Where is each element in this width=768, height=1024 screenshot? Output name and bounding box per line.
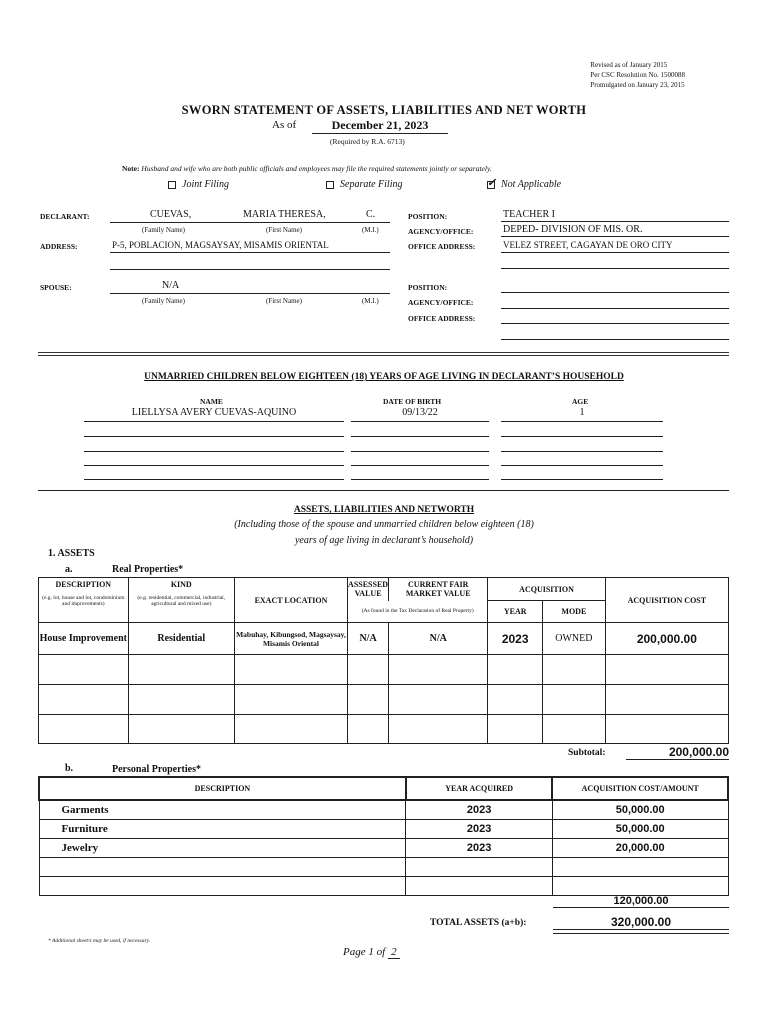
child-row-line: [351, 479, 489, 480]
personal-cost-header: ACQUISITION COST/AMOUNT: [552, 777, 728, 800]
revision-line: Per CSC Resolution No. 1500088: [590, 71, 685, 79]
table-cell: [389, 655, 488, 685]
separate-filing-checkbox[interactable]: [326, 181, 334, 189]
child-row-line: [351, 465, 489, 466]
table-row: [39, 819, 728, 838]
joint-filing-label: Joint Filing: [182, 179, 229, 190]
separate-filing-label: Separate Filing: [340, 179, 403, 190]
personal-row-year: 2023: [406, 800, 553, 819]
spouse-agency-label: AGENCY/OFFICE:: [408, 298, 474, 307]
real-mode-header: MODE: [543, 601, 606, 623]
child-row-line: [84, 436, 344, 437]
assets-heading: 1. ASSETS: [48, 548, 95, 559]
table-cell: [552, 857, 728, 876]
revision-line: Revised as of January 2015: [590, 61, 668, 69]
address-label: ADDRESS:: [40, 242, 78, 251]
child-row-line: [501, 436, 663, 437]
children-name-header: NAME: [200, 397, 223, 406]
form-title: SWORN STATEMENT OF ASSETS, LIABILITIES AND NET WORTH: [181, 103, 587, 117]
children-dob-header: DATE OF BIRTH: [383, 397, 442, 406]
table-cell: [234, 715, 347, 744]
real-row-kind: Residential: [128, 623, 234, 655]
child-row-line: [84, 451, 344, 452]
real-properties-heading: Real Properties*: [112, 564, 184, 575]
personal-year-header: YEAR ACQUIRED: [406, 777, 553, 800]
table-cell: [348, 685, 389, 715]
table-row: [39, 715, 729, 744]
declarant-mi: C.: [366, 209, 376, 220]
not-applicable-option[interactable]: [487, 179, 561, 190]
table-row: [39, 800, 728, 819]
assets-section-subtitle-2: years of age living in declarant’s household): [294, 535, 474, 546]
divider: [38, 352, 729, 353]
personal-row-cost: 50,000.00: [552, 819, 728, 838]
child-row-line: [84, 465, 344, 466]
declarant-office-address: VELEZ STREET, CAGAYAN DE ORO CITY: [503, 240, 673, 250]
child-dob: 09/13/22: [402, 407, 438, 418]
declarant-position: TEACHER I: [503, 209, 555, 220]
table-cell: [39, 655, 129, 685]
table-cell: [406, 857, 553, 876]
divider: [38, 490, 729, 491]
children-age-header: AGE: [572, 397, 589, 406]
declarant-family-name: CUEVAS,: [150, 209, 192, 220]
personal-properties-heading: Personal Properties*: [112, 764, 201, 775]
table-row: [39, 876, 728, 895]
table-cell: [389, 715, 488, 744]
spouse-label: SPOUSE:: [40, 283, 72, 292]
real-properties-letter: a.: [65, 564, 73, 575]
real-row-location: Mabuhay, Kibungsod, Magsaysay, Misamis Oriental: [234, 623, 347, 655]
page-number: [343, 946, 400, 959]
declarant-first-name: MARIA THERESA,: [243, 209, 326, 220]
personal-properties-table: [38, 776, 729, 896]
child-row-line: [84, 479, 344, 480]
personal-row-year: 2023: [406, 819, 553, 838]
as-of-label: As of: [272, 119, 297, 131]
separate-filing-option[interactable]: [326, 179, 403, 190]
real-desc-header: [39, 578, 129, 623]
assets-section-subtitle: (Including those of the spouse and unmarried children below eighteen (18): [234, 519, 534, 530]
real-location-header: EXACT LOCATION: [234, 578, 347, 623]
spouse-mi-caption: (M.I.): [362, 297, 379, 305]
address-line-2: [110, 269, 390, 270]
real-kind-header: [128, 578, 234, 623]
spouse-office-line-2: [501, 339, 729, 340]
child-name: LIELLYSA AVERY CUEVAS-AQUINO: [131, 407, 297, 418]
child-row-line: [501, 479, 663, 480]
child-row-line: [84, 421, 344, 422]
real-subtotal-label: Subtotal:: [568, 748, 606, 758]
real-row-year: 2023: [488, 623, 543, 655]
spouse-family-name: N/A: [162, 280, 180, 291]
table-cell: [39, 876, 406, 895]
revision-note: [590, 60, 685, 90]
as-of-date: December 21, 2023: [312, 118, 448, 134]
office-line: [501, 252, 729, 253]
child-row-line: [351, 421, 489, 422]
table-cell: [406, 876, 553, 895]
spouse-name-line: [110, 293, 390, 294]
child-row-line: [351, 436, 489, 437]
family-name-caption: (Family Name): [142, 226, 185, 234]
spouse-office-label: OFFICE ADDRESS:: [408, 314, 476, 323]
table-cell: [543, 655, 606, 685]
table-row: [39, 857, 728, 876]
spouse-office-line: [501, 323, 729, 324]
divider: [38, 355, 729, 356]
total-double-line: [553, 933, 729, 934]
spouse-family-caption: (Family Name): [142, 297, 185, 305]
spouse-position-label: POSITION:: [408, 283, 448, 292]
table-cell: [234, 685, 347, 715]
table-row: [39, 838, 728, 857]
table-cell: [128, 655, 234, 685]
table-cell: [39, 715, 129, 744]
declarant-label: DECLARANT:: [40, 212, 90, 221]
table-cell: [128, 715, 234, 744]
declarant-agency: DEPED- DIVISION OF MIS. OR.: [503, 224, 643, 235]
personal-row-desc: Jewelry: [39, 838, 406, 857]
real-desc-header-label: DESCRIPTION: [55, 580, 112, 589]
personal-row-cost: 20,000.00: [552, 838, 728, 857]
table-cell: [39, 857, 406, 876]
table-row: [39, 685, 729, 715]
office-address-label: OFFICE ADDRESS:: [408, 242, 476, 251]
real-subtotal-value: 200,000.00: [626, 745, 729, 760]
real-properties-table: [38, 577, 729, 744]
address-line: [110, 252, 390, 253]
personal-subtotal-value: 120,000.00: [553, 895, 729, 908]
table-cell: [605, 715, 728, 744]
table-cell: [128, 685, 234, 715]
table-cell: [543, 715, 606, 744]
child-row-line: [501, 465, 663, 466]
real-kind-header-label: KIND: [170, 580, 192, 589]
child-row-line: [351, 451, 489, 452]
table-cell: [605, 655, 728, 685]
first-name-caption: (First Name): [266, 226, 302, 234]
declarant-address: P-5, POBLACION, MAGSAYSAY, MISAMIS ORIENTAL: [112, 240, 329, 250]
personal-desc-header: DESCRIPTION: [39, 777, 406, 800]
real-acquisition-header: ACQUISITION: [488, 578, 605, 601]
note-label: Note:: [122, 164, 140, 173]
child-age: 1: [579, 407, 585, 418]
real-cost-header: ACQUISITION COST: [605, 578, 728, 623]
table-cell: [488, 655, 543, 685]
real-fair-header: CURRENT FAIR MARKET VALUE: [389, 578, 488, 601]
joint-filing-option[interactable]: [168, 179, 229, 190]
not-applicable-label: Not Applicable: [501, 179, 562, 190]
position-line: [501, 221, 729, 222]
spouse-position-line: [501, 292, 729, 293]
real-assessed-header: ASSESSED VALUE: [348, 578, 389, 601]
table-cell: [234, 655, 347, 685]
table-row: [39, 655, 729, 685]
page-number-prefix: Page 1 of: [343, 946, 386, 958]
table-cell: [348, 715, 389, 744]
page-total: 2: [388, 946, 400, 959]
spouse-first-caption: (First Name): [266, 297, 302, 305]
table-cell: [488, 715, 543, 744]
personal-row-desc: Furniture: [39, 819, 406, 838]
personal-properties-letter: b.: [65, 763, 74, 774]
real-desc-header-sub: (e.g. lot, house and lot, condominium and improvements): [42, 595, 125, 607]
office-line-2: [501, 268, 729, 269]
table-cell: [543, 685, 606, 715]
real-row-desc: House Improvement: [39, 623, 129, 655]
real-row-mode: OWNED: [543, 623, 606, 655]
personal-row-desc: Garments: [39, 800, 406, 819]
personal-row-cost: 50,000.00: [552, 800, 728, 819]
table-cell: [552, 876, 728, 895]
position-label: POSITION:: [408, 212, 448, 221]
total-assets-value: 320,000.00: [553, 915, 729, 930]
real-row-assessed: N/A: [348, 623, 389, 655]
note-text: Husband and wife who are both public officials and employees may file the required statements jointly or separately.: [141, 164, 492, 173]
assets-section-title: ASSETS, LIABILITIES AND NETWORTH: [293, 505, 475, 515]
revision-line: Promulgated on January 23, 2015: [590, 81, 685, 89]
real-row-fair: N/A: [389, 623, 488, 655]
children-section-title: UNMARRIED CHILDREN BELOW EIGHTEEN (18) YEARS OF AGE LIVING IN DECLARANT’S HOUSEHOLD: [144, 372, 624, 382]
joint-filing-checkbox[interactable]: [168, 181, 176, 189]
table-cell: [348, 655, 389, 685]
table-cell: [389, 685, 488, 715]
table-cell: [605, 685, 728, 715]
not-applicable-checkbox[interactable]: [487, 181, 495, 189]
real-year-header: YEAR: [488, 601, 543, 623]
mi-caption: (M.I.): [362, 226, 379, 234]
additional-sheets-note: * Additional sheet/s may be used, if necessary.: [48, 938, 151, 944]
personal-row-year: 2023: [406, 838, 553, 857]
required-by: (Required by R.A. 6713): [330, 137, 405, 146]
table-cell: [39, 685, 129, 715]
child-row-line: [501, 421, 663, 422]
real-kind-header-sub: (e.g. residential, commercial, industrial, agricultural and mixed use): [137, 595, 226, 607]
real-row-cost: 200,000.00: [605, 623, 728, 655]
table-cell: [488, 685, 543, 715]
real-fair-header-sub: (As found in the Tax Declaration of Real Property): [348, 601, 488, 623]
agency-label: AGENCY/OFFICE:: [408, 227, 474, 236]
note: [122, 164, 492, 173]
child-row-line: [501, 451, 663, 452]
spouse-agency-line: [501, 308, 729, 309]
agency-line: [501, 236, 729, 237]
declarant-name-line: [110, 222, 390, 223]
total-assets-label: TOTAL ASSETS (a+b):: [430, 918, 527, 928]
